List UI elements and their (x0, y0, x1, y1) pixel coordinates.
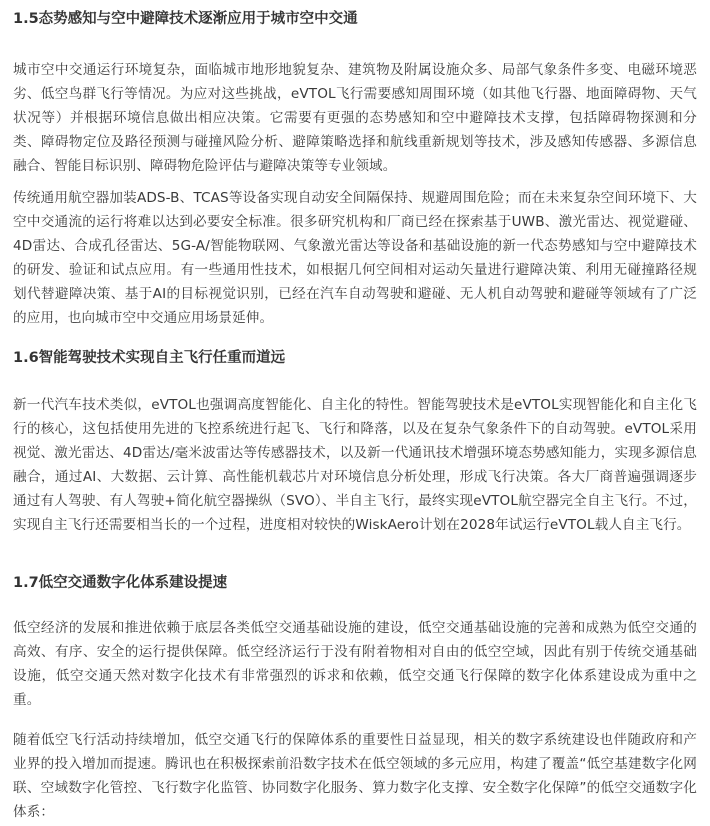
paragraph-situational-awareness: 城市空中交通运行环境复杂，面临城市地形地貌复杂、建筑物及附属设施众多、局部气象条件多变、电磁环境恶劣、低空鸟群飞行等情况。为应对这些挑战，eVTOL飞行需要感知周围环境（如其他飞行器、地面障碍物、天气状况等）并根据环境信息做出相应决策。它需要有更强的态势感知和空中避障技术支撑，包括障碍物探测和分类、障碍物定位及路径预测与碰撞风险分析、避障策略选择和航线重新规划等技术，涉及感知传感器、多源信息融合、智能目标识别、障碍物危险评估与避障决策等专业领域。 (13, 62, 697, 174)
paragraph-obstacle-avoidance-tech: 传统通用航空器加装ADS-B、TCAS等设备实现自动安全间隔保持、规避周围危险；而在未来复杂空间环境下、大空中交通流的运行将难以达到必要安全标准。很多研究机构和厂商已经在探索基于UWB、激光雷达、视觉避碰、4D雷达、合成孔径雷达、5G-A/智能物联网、气象激光雷达等设备和基础设施的新一代态势感知与空中避障技术的研发、验证和试点应用。有一些通用性技术，如根据几何空间相对运动矢量进行避障决策、利用无碰撞路径规划代替避障决策、基于AI的目标视觉识别，已经在汽车自动驾驶和避碰、无人机自动驾驶和避碰等领域有了广泛的应用，也向城市空中交通应用场景延伸。 (13, 190, 697, 326)
paragraph-intelligent-driving: 新一代汽车技术类似，eVTOL也强调高度智能化、自主化的特性。智能驾驶技术是eVTOL实现智能化和自主化飞行的核心，这包括使用先进的飞控系统进行起飞、飞行和降落，以及在复杂气象条件下的自动驾驶。eVTOL采用视觉、激光雷达、4D雷达/毫米波雷达等传感器技术，以及新一代通讯技术增强环境态势感知能力，实现多源信息融合，通过AI、大数据、云计算、高性能机载芯片对环境信息分析处理，形成飞行决策。各大厂商普遍强调逐步通过有人驾驶、有人驾驶+简化航空器操纵（SVO）、半自主飞行，最终实现eVTOL航空器完全自主飞行。不过，实现自主飞行还需要相当长的一个过程，进度相对较快的WiskAero计划在2028年试运行eVTOL载人自主飞行。 (13, 397, 697, 533)
section-heading-1-5: 1.5态势感知与空中避障技术逐渐应用于城市空中交通 (13, 11, 358, 27)
paragraph-low-altitude-infrastructure: 低空经济的发展和推进依赖于底层各类低空交通基础设施的建设，低空交通基础设施的完善和成熟为低空交通的高效、有序、安全的运行提供保障。低空经济运行于没有附着物相对自由的低空空域，因此有别于传统交通基础设施，低空交通天然对数字化技术有非常强烈的诉求和依赖，低空交通飞行保障的数字化体系建设成为重中之重。 (13, 620, 697, 708)
paragraph-digital-system: 随着低空飞行活动持续增加，低空交通飞行的保障体系的重要性日益显现，相关的数字系统建设也伴随政府和产业界的投入增加而提速。腾讯也在积极探索前沿数字技术在低空领域的多元应用，构建了覆盖“低空基建数字化网联、空域数字化管控、飞行数字化监管、协同数字化服务、算力数字化支撑、安全数字化保障”的低空交通数字化体系： (13, 732, 697, 820)
section-heading-1-6: 1.6智能驾驶技术实现自主飞行任重而道远 (13, 350, 286, 366)
section-heading-1-7: 1.7低空交通数字化体系建设提速 (13, 575, 228, 591)
